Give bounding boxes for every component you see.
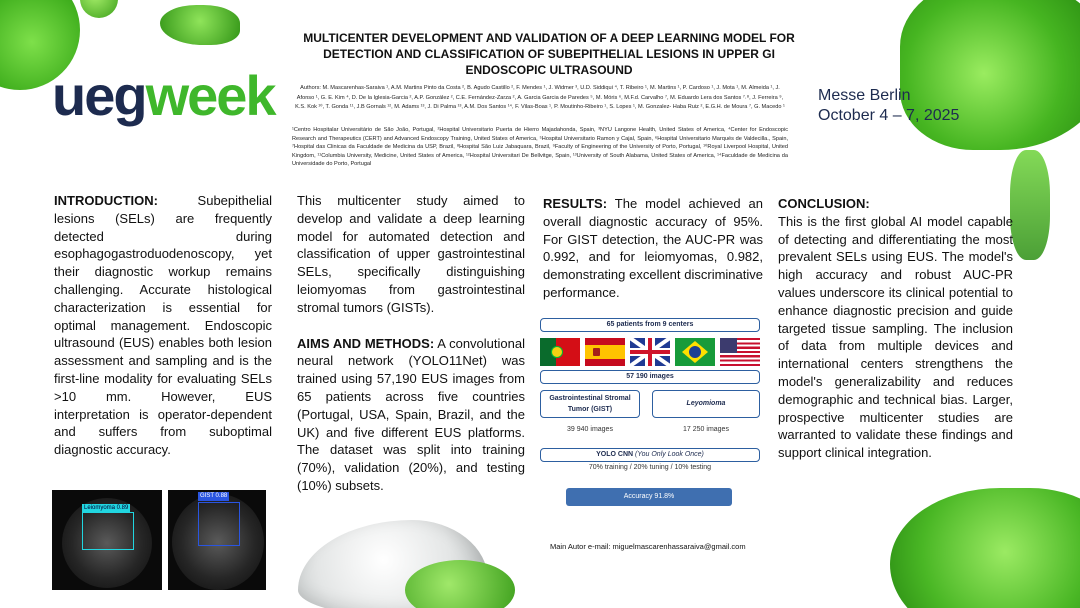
results-heading: RESULTS: (543, 196, 608, 211)
spain-flag (585, 338, 625, 366)
country-flags (540, 338, 760, 366)
introduction-section (54, 192, 272, 459)
leiomyoma-image-count: 17 250 images (683, 426, 729, 433)
detection-label-gist: GIST 0.88 (200, 493, 228, 499)
green-bubble-decoration (80, 0, 118, 18)
brazil-flag (675, 338, 715, 366)
green-organic-shape-top-right (900, 0, 1080, 150)
portugal-flag (540, 338, 580, 366)
poster-title: MULTICENTER DEVELOPMENT AND VALIDATION OF A DEEP LEARNING MODEL FOR DETECTION AND CLASSIFICATION OF SUBEPITHELIAL LESIONS IN UPPER GI ENDOSCOPIC ULTRASOUND (303, 31, 795, 77)
introduction-text: Subepithelial lesions (SELs) are frequently detected during esophagogastroduodenoscopy, yet their diagnostic workup remains challenging. Accurate histological characterization is essential for optimal management. Endoscopic ultrasound (EUS) enables both lesion assessment and sampling and is the first-line modality for evaluating SELs >10 mm. However, EUS interpretation is operator-dependent and suffers from suboptimal diagnostic accuracy. (54, 193, 272, 458)
logo-ueg: ueg (52, 64, 146, 127)
usa-flag (720, 338, 760, 366)
gallbladder-illustration (405, 560, 515, 608)
logo-week: week (145, 64, 275, 127)
introduction-heading: INTRODUCTION: (54, 193, 158, 208)
green-bubble-decoration (160, 5, 240, 45)
results-section (543, 195, 763, 302)
methods-text: A convolutional neural network (YOLO11Net) was trained using 57,190 EUS images from 65 patients across five countries (Portugal, USA, Spain, Brazil, and the UK) and five different EUS platforms. The dataset was split into training (70%), validation (20%), and testing (10%) subsets. (297, 335, 525, 493)
yolo-subtitle: (You Only Look Once) (635, 451, 704, 458)
accuracy-bar: Accuracy 91.8% (566, 488, 732, 506)
detection-label-leiomyoma: Leiomyoma 0.89 (84, 505, 129, 511)
methods-block (297, 335, 525, 495)
yolo-model-box (540, 448, 760, 462)
conclusion-heading: CONCLUSION: (778, 196, 870, 211)
dataset-split: 70% training / 20% tuning / 10% testing (588, 464, 712, 471)
detection-box-gist (198, 502, 240, 546)
event-dates: October 4 – 7, 2025 (818, 107, 960, 124)
methods-heading: AIMS AND METHODS: (297, 335, 435, 351)
gist-image-count: 39 940 images (567, 426, 613, 433)
green-drip-decoration (1010, 150, 1050, 260)
aims-methods-section (297, 192, 525, 495)
event-info (818, 86, 959, 126)
poster-authors: Authors: M. Mascarenhas-Saraiva ¹, A.M. Martins Pinto da Costa ², B. Agudo Castillo ², F. Mendes ¹, J. Widmer ³, U.D. Siddiqui ⁴, T. Ribeiro ¹, M. Martins ¹, P. Cardoso ¹, J. Mota ¹, M. Almeida ¹, J. Afonso ¹, G. E. Kim ⁴, D. De la Iglesia-Garcia ², A.P. González ², C.E. Fernández-Zarza ², A. Garcia Garcia de Paredes ⁵, M. Móris ⁶, M.F.d. Carvalho ⁷, M. Eduardo Lera dos Santos ⁷˒⁸, J. Ferreira ⁹, K.S. Kok ¹⁰, T. Gonda ¹¹, J.B Gornals ¹², M. Adams ¹³, J. Di Palma ¹³, A.M. Dos Santos ¹⁴, F. Vilas-Boas ¹, P. Moutinho-Ribeiro ¹, S. Lopes ¹, M. Gonzalez- Haba Ruiz ², E.G.H. de Moura ⁷, G. Macedo ¹ (295, 85, 785, 110)
detection-box-leiomyoma (82, 512, 134, 550)
poster-affiliations: ¹Centro Hospitalar Universitário de São João, Portugal, ²Hospital Universitario Puerta de Hierro Majadahonda, Spain, ³NYU Langone Health, United States of America, ⁴Center for Endoscopic Research and Therapeutics (CERT) and Advanced Endoscopy Training, United States of America, ⁵Hospital Universitario Ramon y Cajal, Spain, ⁶Hospital Universitario Marqués de Valdecilla., Spain, ⁷Hospital das Clinicas da Faculdade de Medicina da USP, Brazil, ⁸Hospital São Luiz Jabaquara, Brazil, ⁹Faculty of Engineering of the University of Porto, Portugal, ¹⁰Royal Liverpool Hospital, United Kingdom, ¹¹Columbia University, Medicine, United States of America, ¹²Hospital Universitari De Bellvitge, Spain, ¹³University of South Alabama, United States of America, ¹⁴Faculdade de Medicina da Universidade do Porto, Portugal (292, 127, 788, 168)
author-email: Main Autor e-mail: miguelmascarenhassaraiva@gmail.com (550, 542, 746, 551)
yolo-label: YOLO CNN (596, 451, 634, 458)
leiomyoma-class-box: Leyomioma (652, 390, 760, 418)
eus-image-gist (168, 490, 266, 590)
methods-flow-diagram (540, 318, 760, 513)
aim-text: This multicenter study aimed to develop and validate a deep learning model for automated detection and classification of upper gastrointestinal SELs, specifically distinguishing leiomyomas from gastrointestinal stromal tumors (GISTs). (297, 193, 525, 315)
images-box: 57 190 images (540, 370, 760, 384)
conclusion-text: This is the first global AI model capable of detecting and differentiating the most prevalent SELs using EUS. The model's high accuracy and robust AUC-PR values underscore its clinical potential to enhance diagnostic precision and guide targeted tissue sampling. The inclusion of data from multiple devices and international centers strengthens the model's generalizability and reduces demographic and technical bias. Larger, prospective multicenter studies are warranted to validate these findings and support clinical integration. (778, 213, 1013, 461)
patients-box: 65 patients from 9 centers (540, 318, 760, 332)
event-venue: Messe Berlin (818, 87, 911, 104)
results-text: The model achieved an overall diagnostic accuracy of 95%. For GIST detection, the AUC-PR was 0.992, and for leiomyomas, 0.982, demonstrating excellent discriminative performance. (543, 196, 763, 300)
gist-class-box: Gastrointestinal Stromal Tumor (GIST) (540, 390, 640, 418)
conclusion-section (778, 195, 1013, 462)
eus-image-leiomyoma (52, 490, 162, 590)
uk-flag (630, 338, 670, 366)
ueg-week-logo (52, 64, 275, 127)
green-organic-shape-bottom-right (890, 488, 1080, 608)
